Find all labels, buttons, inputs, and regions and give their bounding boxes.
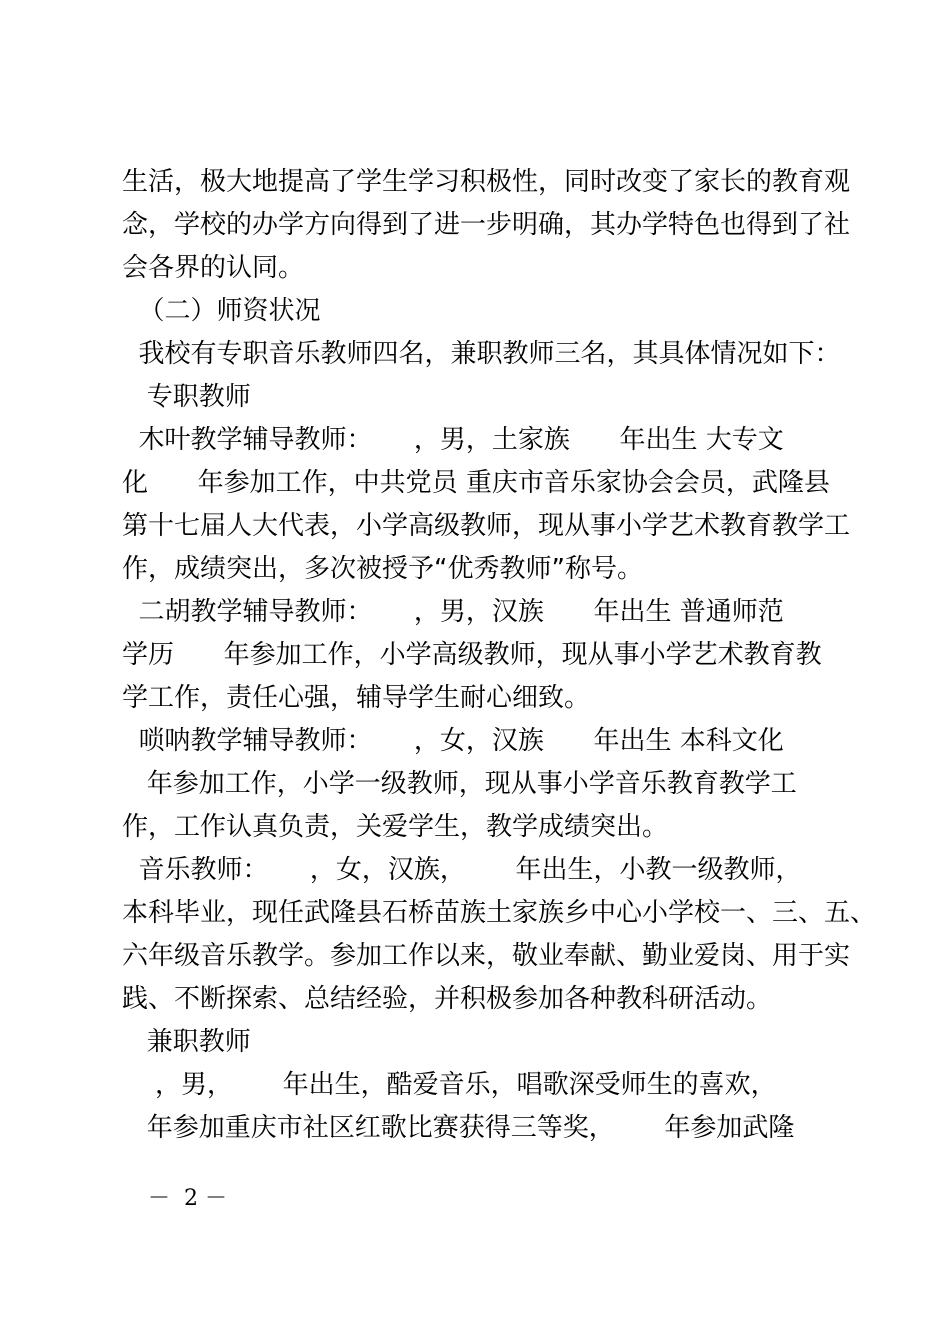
text-line-7: 木叶教学辅导教师： ，男，土家族 年出生 大专文 <box>122 425 784 455</box>
text-line-2: 念，学校的办学方向得到了进一步明确，其办学特色也得到了社 <box>122 210 851 240</box>
text-line-8: 化 年参加工作，中共党员 重庆市音乐家协会会员，武隆县 <box>122 468 830 498</box>
text-line-23: 年参加重庆市社区红歌比赛获得三等奖， 年参加武隆 <box>122 1113 795 1143</box>
text-line-5: 我校有专职音乐教师四名，兼职教师三名，其具体情况如下： <box>122 339 841 369</box>
text-line-14: 唢呐教学辅导教师： ，女，汉族 年出生 本科文化 <box>122 726 784 756</box>
subheading-parttime: 兼职教师 <box>122 1027 251 1057</box>
text-line-16: 作，工作认真负责，关爱学生，教学成绩突出。 <box>122 812 669 842</box>
text-line-22: ，男， 年出生，酷爱音乐，唱歌深受师生的喜欢， <box>122 1070 777 1100</box>
text-line-10: 作，成绩突出，多次被授予“优秀教师”称号。 <box>122 554 643 584</box>
text-line-11: 二胡教学辅导教师： ，男，汉族 年出生 普通师范 <box>122 597 784 627</box>
page-number: － 2 － <box>148 1186 227 1211</box>
section-heading: （二）师资状况 <box>122 296 321 326</box>
text-line-13: 学工作，责任心强，辅导学生耐心细致。 <box>122 683 591 713</box>
text-line-20: 践、不断探索、总结经验，并积极参加各种教科研活动。 <box>122 984 773 1014</box>
text-line-1: 生活，极大地提高了学生学习积极性，同时改变了家长的教育观 <box>122 167 851 197</box>
text-line-3: 会各界的认同。 <box>122 253 305 283</box>
subheading-fulltime: 专职教师 <box>122 382 251 412</box>
text-line-12: 学历 年参加工作，小学高级教师，现从事小学艺术教育教 <box>122 640 822 670</box>
text-line-9: 第十七届人大代表，小学高级教师，现从事小学艺术教育教学工 <box>122 511 851 541</box>
text-line-17: 音乐教师： ，女，汉族， 年出生，小教一级教师， <box>122 855 802 885</box>
text-line-19: 六年级音乐教学。参加工作以来，敬业奉献、勤业爱岗、用于实 <box>122 941 851 971</box>
text-line-15: 年参加工作，小学一级教师，现从事小学音乐教育教学工 <box>122 769 797 799</box>
text-line-18: 本科毕业，现任武隆县石桥苗族土家族乡中心小学校一、三、五、 <box>122 898 877 928</box>
